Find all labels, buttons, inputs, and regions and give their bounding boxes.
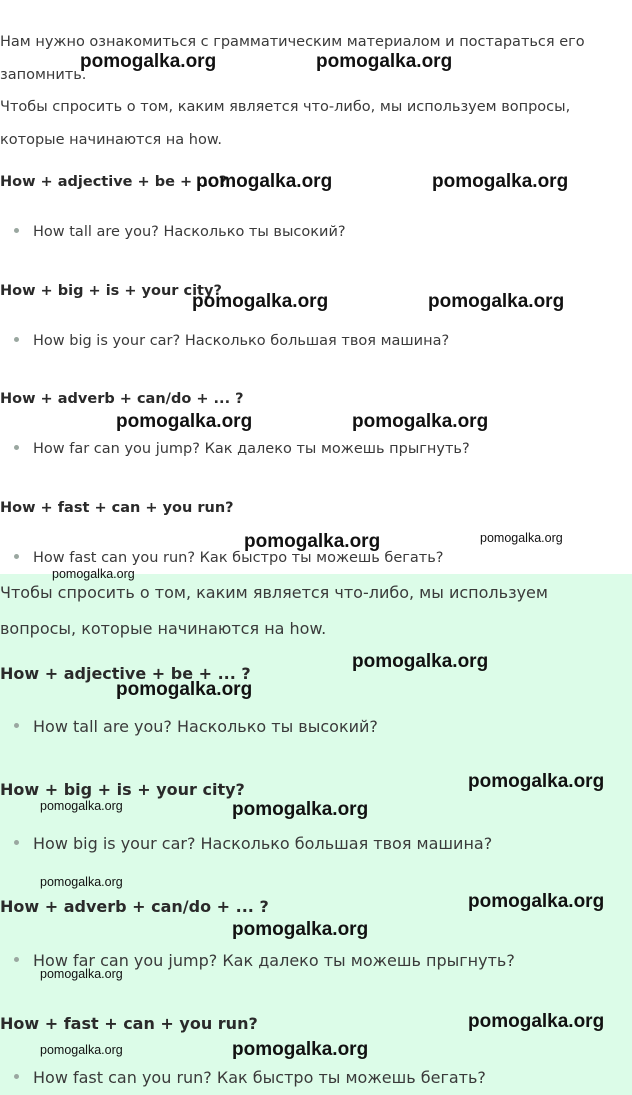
watermark: pomogalka.org [468, 771, 605, 792]
watermark: pomogalka.org [232, 799, 369, 820]
watermark: pomogalka.org [232, 919, 369, 940]
rule-example-2-b: How big is your car? Насколько большая твоя машина? [14, 834, 492, 853]
watermark: pomogalka.org [116, 679, 253, 700]
watermark: pomogalka.org [40, 967, 123, 981]
rule-formula-4-b: How + fast + can + you run? [0, 1014, 258, 1033]
watermark: pomogalka.org [196, 171, 333, 192]
watermark: pomogalka.org [192, 291, 329, 312]
watermark: pomogalka.org [52, 567, 135, 581]
watermark: pomogalka.org [352, 651, 489, 672]
watermark: pomogalka.org [244, 531, 381, 552]
rule-example-1: How tall are you? Насколько ты высокий? [14, 224, 346, 240]
intro-line-3: Чтобы спросить о том, каким является что-либо, мы используем вопросы, [0, 99, 571, 115]
watermark: pomogalka.org [428, 291, 565, 312]
watermark: pomogalka.org [80, 51, 217, 72]
watermark: pomogalka.org [468, 891, 605, 912]
watermark: pomogalka.org [40, 799, 123, 813]
watermark: pomogalka.org [480, 531, 563, 545]
intro-line-2-b: вопросы, которые начинаются на how. [0, 619, 327, 638]
watermark: pomogalka.org [40, 875, 123, 889]
rule-example-1-b: How tall are you? Насколько ты высокий? [14, 717, 378, 736]
rule-formula-1-b: How + adjective + be + ... ? [0, 664, 251, 683]
watermark: pomogalka.org [432, 171, 569, 192]
rule-formula-3-b: How + adverb + can/do + ... ? [0, 897, 269, 916]
bullet-icon [14, 840, 19, 845]
bullet-icon [14, 957, 19, 962]
watermark: pomogalka.org [316, 51, 453, 72]
rule-example-4: How fast can you run? Как быстро ты можешь бегать? [14, 550, 443, 566]
rule-formula-2-b: How + big + is + your city? [0, 780, 245, 799]
rule-formula-4: How + fast + can + you run? [0, 500, 234, 516]
bullet-icon [14, 1074, 19, 1079]
watermark: pomogalka.org [468, 1011, 605, 1032]
watermark: pomogalka.org [40, 1043, 123, 1057]
rule-example-4-b: How fast can you run? Как быстро ты можешь бегать? [14, 1068, 486, 1087]
rule-example-2: How big is your car? Насколько большая твоя машина? [14, 333, 449, 349]
watermark: pomogalka.org [116, 411, 253, 432]
rule-example-3: How far can you jump? Как далеко ты можешь прыгнуть? [14, 441, 470, 457]
bullet-icon [14, 445, 19, 450]
bullet-icon [14, 723, 19, 728]
rule-formula-2: How + big + is + your city? [0, 283, 222, 299]
watermark: pomogalka.org [232, 1039, 369, 1060]
intro-line-1: Нам нужно ознакомиться с грамматическим материалом и постараться его [0, 34, 585, 50]
bullet-icon [14, 554, 19, 559]
rule-example-3-b: How far can you jump? Как далеко ты можешь прыгнуть? [14, 951, 515, 970]
rule-formula-3: How + adverb + can/do + ... ? [0, 391, 244, 407]
watermark: pomogalka.org [352, 411, 489, 432]
bullet-icon [14, 228, 19, 233]
rule-formula-1: How + adjective + be + ... ? [0, 174, 228, 190]
intro-line-4: которые начинаются на how. [0, 132, 222, 148]
intro-line-2: запомнить. [0, 67, 87, 83]
intro-line-1-b: Чтобы спросить о том, каким является что-либо, мы используем [0, 583, 548, 602]
bullet-icon [14, 337, 19, 342]
